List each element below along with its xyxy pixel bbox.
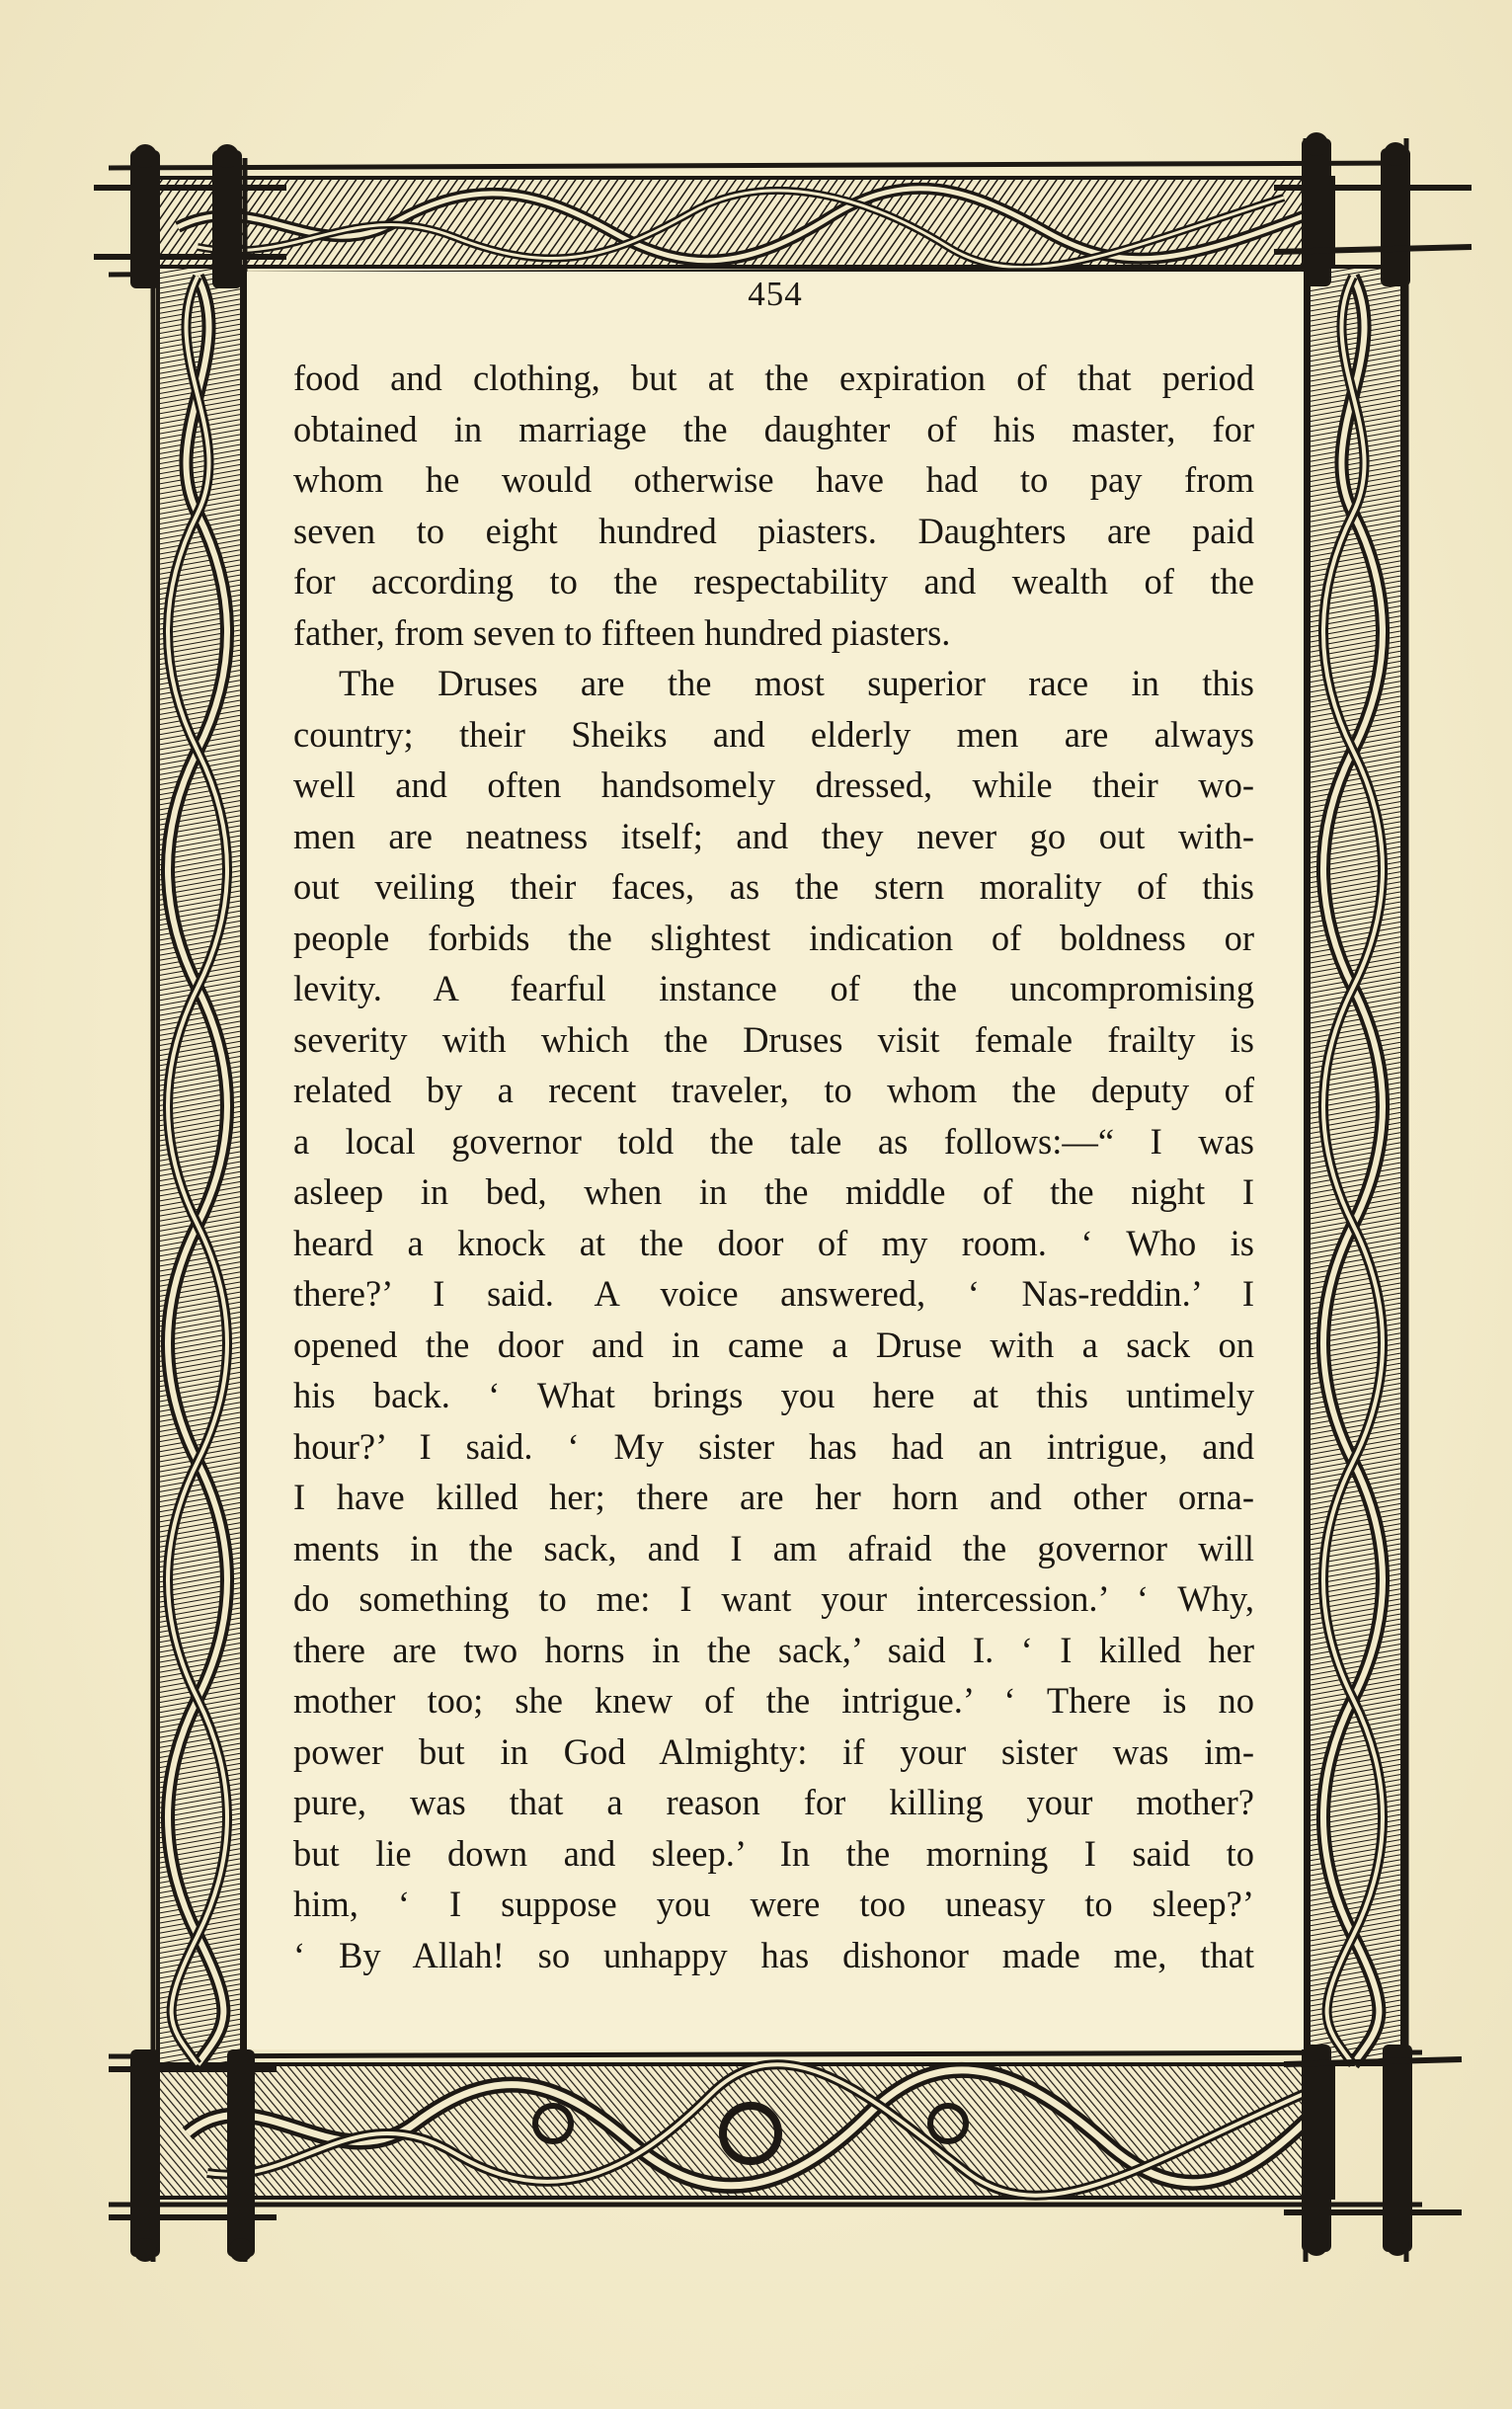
text-line: asleep in bed, when in the middle of the night I	[293, 1171, 1254, 1212]
right-column	[1306, 138, 1406, 2262]
text-line: food and clothing, but at the expiration of that period	[293, 358, 1254, 398]
text-line: out veiling their faces, as the stern morality of this	[293, 866, 1254, 907]
text-line: but lie down and sleep.’ In the morning I said to	[293, 1832, 1254, 1874]
bottom-band	[109, 2052, 1422, 2205]
text-line: men are neatness itself; and they never go out with-	[293, 815, 1254, 856]
text-line: ments in the sack, and I am afraid the governor will	[293, 1527, 1254, 1568]
text-line: him, ‘ I suppose you were too uneasy to sleep?’	[293, 1884, 1254, 1924]
top-band	[109, 163, 1402, 275]
text-line: ‘ By Allah! so unhappy has dishonor made me, that	[293, 1934, 1254, 1975]
page-number: 454	[748, 275, 803, 313]
text-line: father, from seven to fifteen hundred piasters.	[293, 611, 951, 653]
text-line: country; their Sheiks and elderly men are always	[293, 713, 1254, 755]
text-line: do something to me: I want your intercession.’ ‘ Why,	[293, 1578, 1254, 1619]
text-line: power but in God Almighty: if your sister was im-	[293, 1730, 1254, 1772]
text-line: whom he would otherwise have had to pay from	[293, 459, 1254, 500]
body-text	[293, 353, 1254, 1980]
text-line: for according to the respectability and wealth of the	[293, 561, 1254, 602]
text-line: heard a knock at the door of my room. ‘ Who is	[293, 1222, 1254, 1263]
text-line: a local governor told the tale as follows:—“ I was	[293, 1120, 1254, 1162]
text-line: there are two horns in the sack,’ said I. ‘ I killed her	[293, 1629, 1254, 1670]
left-column	[153, 158, 245, 2262]
text-line: I have killed her; there are her horn and other orna-	[293, 1477, 1254, 1517]
text-line: pure, was that a reason for killing your mother?	[293, 1782, 1254, 1822]
text-line: The Druses are the most superior race in this	[339, 663, 1254, 703]
text-line: seven to eight hundred piasters. Daughters are paid	[293, 510, 1254, 551]
text-line: hour?’ I said. ‘ My sister has had an intrigue, and	[293, 1425, 1254, 1467]
text-line: severity with which the Druses visit female frailty is	[293, 1018, 1254, 1060]
text-line: related by a recent traveler, to whom the deputy of	[293, 1070, 1254, 1110]
text-line: there?’ I said. A voice answered, ‘ Nas-reddin.’ I	[293, 1273, 1254, 1314]
text-line: mother too; she knew of the intrigue.’ ‘ There is no	[293, 1680, 1254, 1721]
text-line: levity. A fearful instance of the uncompromising	[293, 968, 1254, 1008]
text-line: his back. ‘ What brings you here at this untimely	[293, 1375, 1254, 1415]
text-line: obtained in marriage the daughter of his master, for	[293, 408, 1254, 449]
text-line: people forbids the slightest indication of boldness or	[293, 917, 1254, 958]
text-line: opened the door and in came a Druse with a sack on	[293, 1324, 1254, 1365]
text-line: well and often handsomely dressed, while their wo-	[293, 764, 1254, 805]
